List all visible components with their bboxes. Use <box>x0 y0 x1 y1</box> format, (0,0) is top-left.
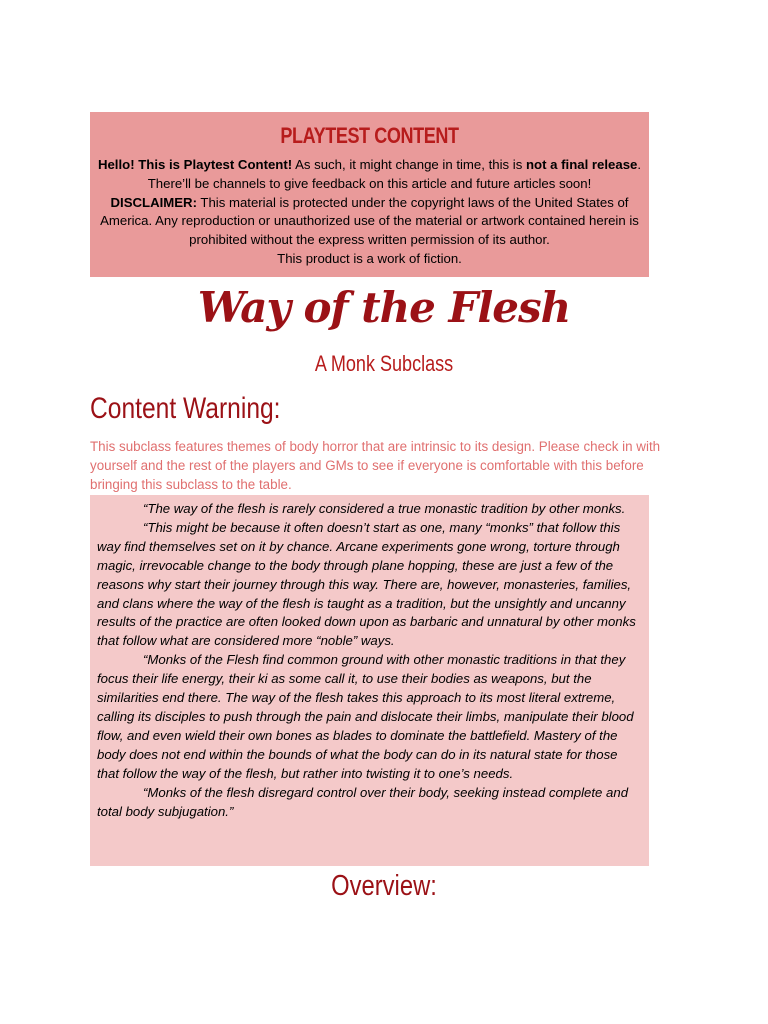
playtest-text <box>90 156 649 269</box>
quote-paragraph: “Monks of the flesh disregard control over their body, seeking instead complete and total body subjugation.” <box>97 784 629 819</box>
playtest-notice <box>90 112 649 277</box>
fiction-note: This product is a work of fiction. <box>277 250 462 266</box>
overview-heading: Overview: <box>331 870 437 902</box>
playtest-intro-text: As such, it might change in time, this is <box>292 157 526 172</box>
page-title: Way of the Flesh <box>197 283 571 332</box>
quote-paragraph: “Monks of the Flesh find common ground with other monastic traditions in that they focus their life energy, their ki as some call it, to use their bodies as weapons, but the similarities end there. The way of the flesh takes this approach to its most literal extreme, calling its disciples to push through the pain and dislocate their limbs, manipulate their blood flow, and even wield their own bones as blades to dominate the battlefield. Mastery of the body does not end within the bounds of what the body can do in its natural state for those that follow the way of the flesh, but rather into twisting it to one’s needs. <box>97 652 634 781</box>
disclaimer-text: This material is protected under the copyright laws of the United States of America. Any reproduction or unauthorized use of the material or artwork contained herein is prohibited without the express written permission of its author. <box>100 194 639 248</box>
content-warning-heading: Content Warning: <box>90 392 281 425</box>
content-warning-text: This subclass features themes of body horror that are intrinsic to its design. Please check in with yourself and the rest of the players and GMs to see if everyone is comfortable with this before bringing this subclass to the table. <box>90 439 661 492</box>
playtest-feedback-text: . There’ll be channels to give feedback on this article and future articles soon! <box>147 157 642 191</box>
quote-paragraph: “This might be because it often doesn’t start as one, many “monks” that follow this way find themselves set on it by chance. Arcane experiments gone wrong, torture through magic, irrevocable change to the body through plane hopping, these are just a few of the reasons why start their journey through this way. There are, however, monasteries, families, and clans where the way of the flesh is taught as a tradition, but the unsightly and uncanny results of the practice are often looked down upon as barbaric and unnatural by other monks that follow what are considered more “noble” ways. <box>97 519 636 649</box>
playtest-title: PLAYTEST CONTENT <box>280 123 459 148</box>
quote-paragraph: “The way of the flesh is rarely considered a true monastic tradition by other monks. <box>143 501 626 516</box>
playtest-intro-bold: Hello! This is Playtest Content! <box>97 157 293 172</box>
playtest-not-final: not a final release <box>525 157 638 172</box>
disclaimer-label: DISCLAIMER: <box>110 194 197 210</box>
flavor-quote <box>90 495 649 866</box>
page-subtitle: A Monk Subclass <box>314 351 454 376</box>
